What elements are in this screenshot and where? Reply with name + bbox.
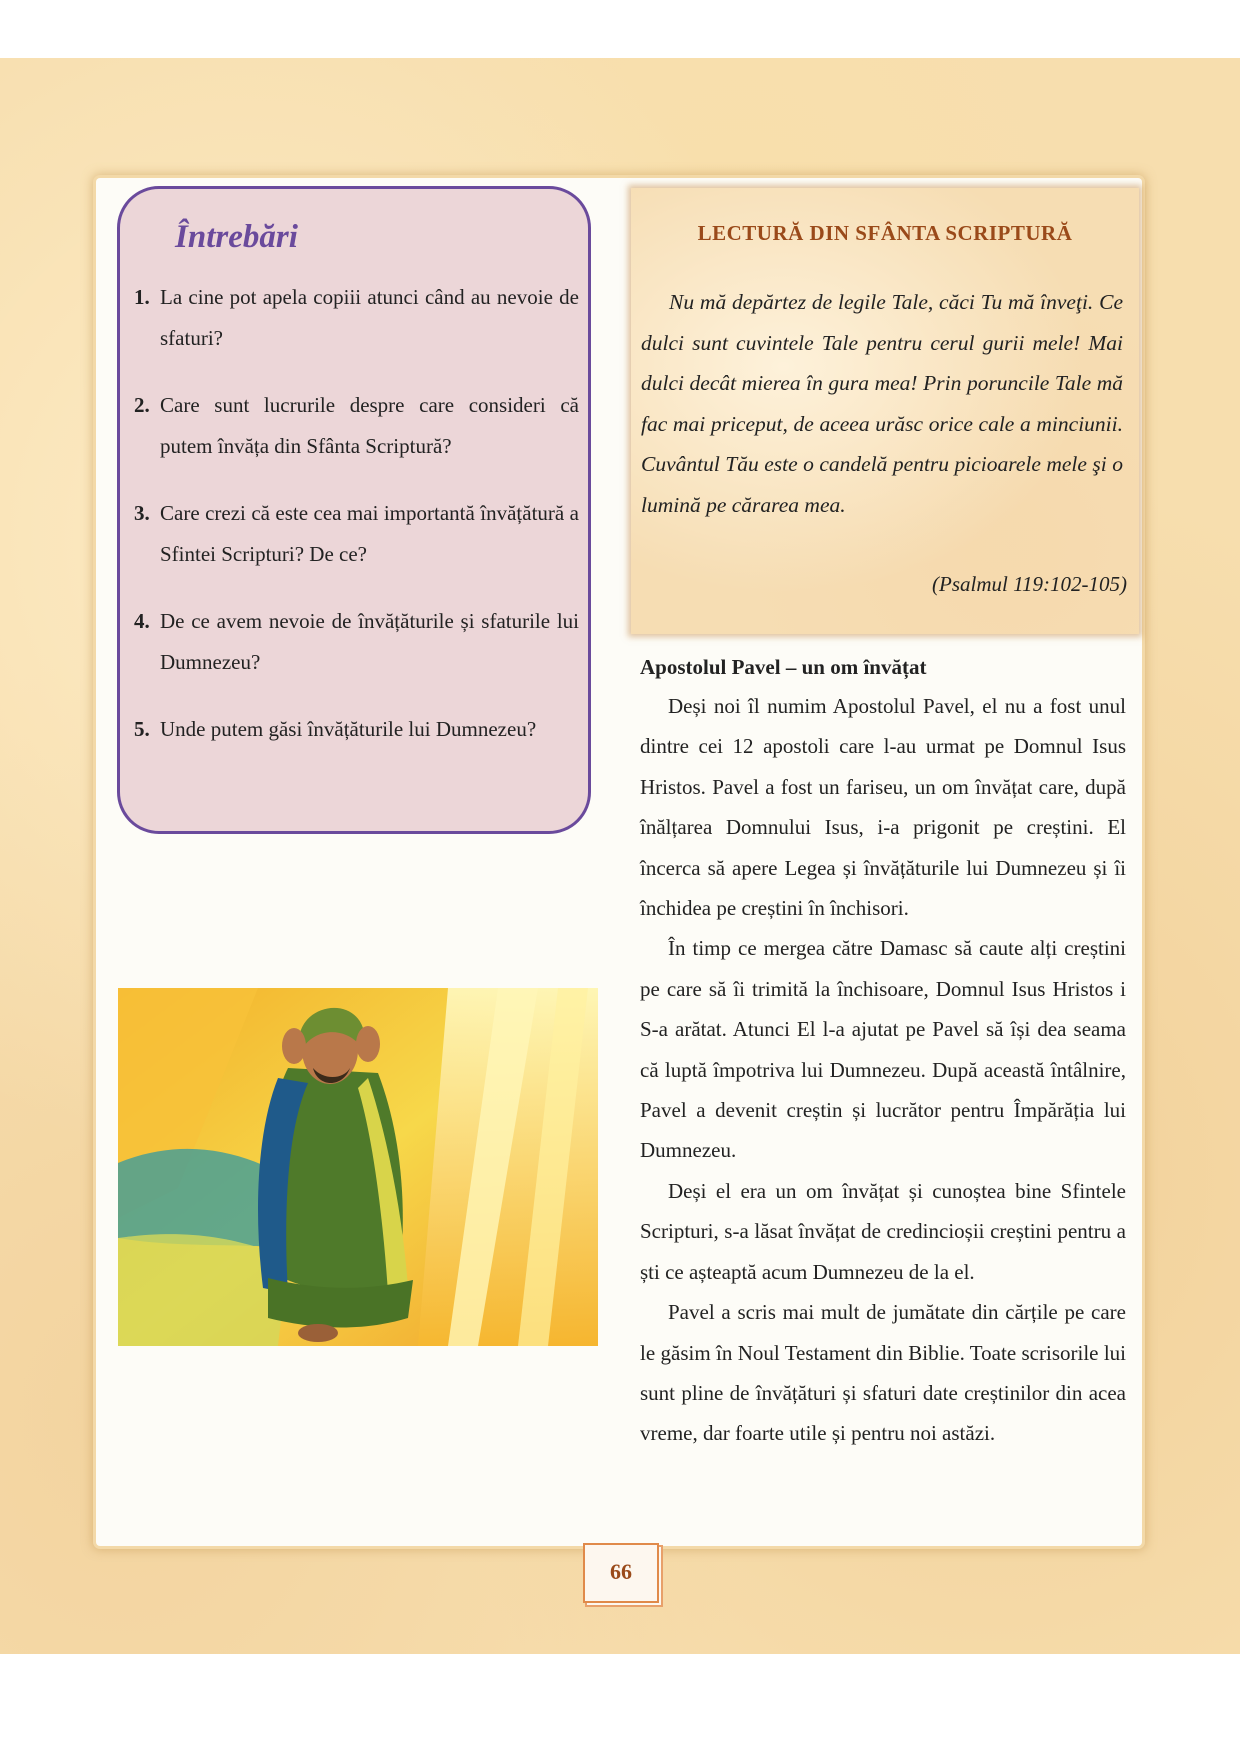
question-item [134,277,579,359]
paul-blinded-illustration [118,988,598,1346]
questions-title: Întrebări [175,219,298,255]
question-item [134,385,579,467]
question-number: 4. [134,609,150,633]
question-text: De ce avem nevoie de învățăturile și sfaturile lui Dumnezeu? [160,609,579,674]
article-paragraph: În timp ce mergea către Damasc să caute alți creștini pe care să îi trimită la închisoare, Domnul Isus Hristos i S-a arătat. Atunci El l-a ajutat pe Pavel să își dea seama că luptă împotriva lui Dumnezeu. După această întâlnire, Pavel a devenit creștin și lucrător pentru Împărăția lui Dumnezeu. [640,936,1126,1163]
article-paragraph: Deși el era un om învățat și cunoștea bine Sfintele Scripturi, s-a lăsat învățat de credincioșii creștini pentru a ști ce așteaptă acum Dumnezeu de la el. [640,1178,1126,1284]
question-number: 1. [134,285,150,309]
page-number-badge [583,1543,659,1603]
question-text: Unde putem găsi învățăturile lui Dumnezeu? [160,717,537,741]
question-number: 5. [134,717,150,741]
reading-reference: (Psalmul 119:102-105) [932,572,1127,596]
article-paragraph: Pavel a scris mai mult de jumătate din cărțile pe care le găsim în Noul Testament din Biblie. Toate scrisorile lui sunt pline de învățături și sfaturi date creștinilor din acea vreme, dar foarte utile și pentru noi astăzi. [640,1300,1126,1446]
question-text: La cine pot apela copiii atunci când au nevoie de sfaturi? [160,285,579,350]
article-paragraph: Deși noi îl numim Apostolul Pavel, el nu a fost unul dintre cei 12 apostoli care l-au urmat pe Domnul Isus Hristos. Pavel a fost un fariseu, un om învățat care, după înălțarea Domnului Isus, i-a prigonit pe creștini. El încerca să apere Legea și învățăturile lui Dumnezeu și îi închidea pe creștini în închisori. [640,694,1126,921]
illustration-drawing [118,988,598,1346]
scripture-reading-box [631,188,1139,634]
question-text: Care crezi că este cea mai importantă învățătură a Sfintei Scripturi? De ce? [160,501,579,566]
question-number: 2. [134,393,150,417]
questions-list [134,277,579,776]
question-text: Care sunt lucrurile despre care consideri că putem învăța din Sfânta Scriptură? [160,393,579,458]
reading-title: LECTURĂ DIN SFÂNTA SCRIPTURĂ [697,221,1073,245]
questions-box [117,186,591,834]
reading-text: Nu mă depărtez de legile Tale, căci Tu mă înveţi. Ce dulci sunt cuvintele Tale pentru cerul gurii mele! Mai dulci decât mierea în gura mea! Prin poruncile Tale mă fac mai priceput, de aceea urăsc orice cale a minciunii. Cuvântul Tău este o candelă pentru picioarele mele şi o lumină pe cărarea mea. [641,290,1123,517]
question-item [134,709,579,750]
question-item [134,601,579,683]
question-number: 3. [134,501,150,525]
question-item [134,493,579,575]
page-number: 66 [610,1559,632,1584]
article-title: Apostolul Pavel – un om învățat [640,655,927,679]
article [640,650,1126,1454]
